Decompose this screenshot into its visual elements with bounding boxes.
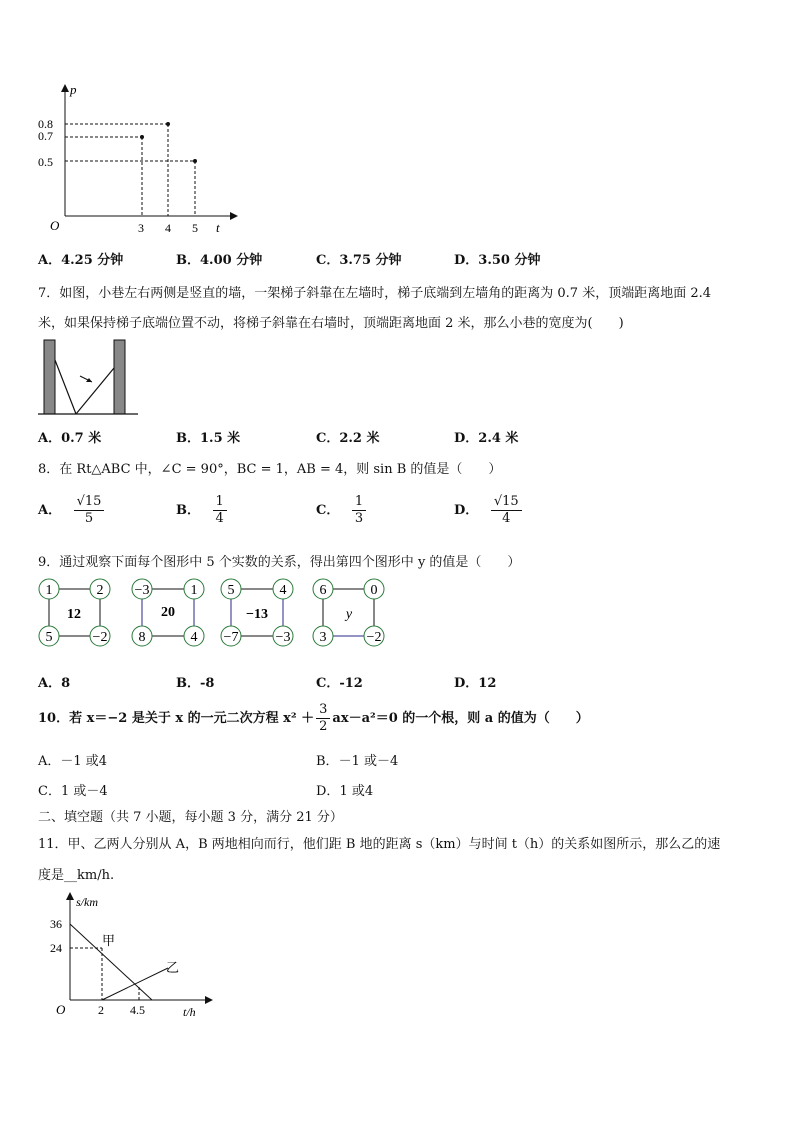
q7-option-c: C．2.2 米 [316, 431, 380, 446]
svg-text:−7: −7 [223, 630, 239, 645]
graph-s-vs-t [40, 890, 220, 1025]
q6-option-c: C．3.75 分钟 [316, 253, 402, 268]
q9-option-a: A．8 [38, 676, 71, 691]
q8-option-a: A． $\frac{√15}{5}$ [38, 494, 104, 527]
graph-p-vs-t [30, 80, 240, 240]
svg-text:8: 8 [138, 630, 146, 645]
q9-option-b: B．-8 [176, 676, 215, 691]
q8-stem: 8．在 Rt△ABC 中，∠C = 90°，BC = 1，AB = 4，则 sin B 的值是（ ） [38, 462, 502, 477]
q10-stem: 10．若 x＝−2 是关于 x 的一元二次方程 x² ＋ $\frac{3}{2}$ ax－a²＝0 的一个根，则 a 的值为（ ） [38, 702, 589, 734]
svg-text:2: 2 [96, 583, 104, 598]
svg-text:−2: −2 [366, 630, 382, 645]
origin-label: O [50, 218, 60, 233]
q7-option-d: D．2.4 米 [454, 431, 519, 446]
q10-option-d: D．1 或4 [316, 784, 374, 799]
svg-text:20: 20 [161, 605, 175, 620]
q6-option-b: B．4.00 分钟 [176, 253, 263, 268]
q9-figures [34, 574, 394, 654]
q8-option-d: D． $\frac{√15}{4}$ [454, 494, 522, 527]
ladder-diagram [38, 336, 142, 418]
svg-text:y: y [345, 607, 353, 622]
q11-stem-line1: 11．甲、乙两人分别从 A，B 两地相向而行，他们距 B 地的距离 s（km）与时间 t（h）的关系如图所示，那么乙的速 [38, 837, 721, 852]
q7-option-a: A．0.7 米 [38, 431, 102, 446]
q9-stem: 9．通过观察下面每个图形中 5 个实数的关系，得出第四个图形中 y 的值是（ ） [38, 555, 521, 570]
q7-stem-line2: 米，如果保持梯子底端位置不动，将梯子斜靠在右墙时，顶端距离地面 2 米，那么小巷的宽度为( ) [38, 316, 624, 331]
figure-4 [313, 579, 384, 646]
q10-option-c: C．1 或－4 [38, 784, 108, 799]
x-axis-label: t [216, 220, 220, 235]
svg-text:4: 4 [190, 630, 198, 645]
x-axis-label: t/h [183, 1005, 196, 1019]
x-tick: 4.5 [130, 1003, 145, 1017]
label-yi: 乙 [166, 960, 180, 975]
q9-option-d: D．12 [454, 676, 497, 691]
y-axis-label: s/km [76, 895, 98, 909]
y-axis-label: p [70, 82, 77, 97]
figure-3 [221, 579, 293, 646]
data-point [193, 159, 197, 163]
q6-option-d: D．3.50 分钟 [454, 253, 541, 268]
q7-stem-line1: 7．如图，小巷左右两侧是竖直的墙，一架梯子斜靠在左墙时，梯子底端到左墙角的距离为 0.7 米，顶端距离地面 2.4 [38, 286, 712, 301]
figure-2 [132, 579, 204, 646]
x-tick: 2 [98, 1003, 104, 1017]
svg-text:−2: −2 [92, 630, 108, 645]
label-jia: 甲 [102, 933, 116, 948]
q8-option-b: B． $\frac{1}{4}$ [176, 494, 227, 527]
data-point [140, 135, 144, 139]
svg-text:3: 3 [319, 630, 327, 645]
svg-text:1: 1 [45, 583, 53, 598]
svg-text:5: 5 [227, 583, 235, 598]
q10-option-a: A．－1 或4 [38, 754, 108, 769]
q11-stem-line2: 度是__km/h. [38, 868, 115, 883]
x-tick: 5 [192, 221, 198, 235]
svg-text:−13: −13 [246, 607, 268, 622]
x-tick: 4 [165, 221, 171, 235]
y-tick: 0.8 [38, 117, 53, 131]
svg-text:0: 0 [370, 583, 378, 598]
y-tick: 0.7 [38, 129, 53, 143]
q6-option-a: A．4.25 分钟 [38, 253, 124, 268]
data-point [166, 122, 170, 126]
x-tick: 3 [138, 221, 144, 235]
svg-text:4: 4 [279, 583, 287, 598]
svg-text:−3: −3 [275, 630, 291, 645]
y-tick: 24 [50, 941, 62, 955]
svg-text:6: 6 [319, 583, 327, 598]
svg-text:−3: −3 [134, 583, 150, 598]
q10-option-b: B．－1 或－4 [316, 754, 399, 769]
line-yi [102, 968, 168, 1000]
section-heading: 二、填空题（共 7 小题，每小题 3 分，满分 21 分） [38, 810, 343, 825]
q9-option-c: C．-12 [316, 676, 363, 691]
svg-text:5: 5 [45, 630, 53, 645]
svg-text:1: 1 [190, 583, 198, 598]
q8-option-c: C． $\frac{1}{3}$ [316, 494, 366, 527]
q7-option-b: B．1.5 米 [176, 431, 241, 446]
y-tick: 0.5 [38, 155, 53, 169]
origin-label: O [56, 1002, 66, 1017]
y-tick: 36 [50, 917, 62, 931]
figure-1 [39, 579, 110, 646]
svg-text:12: 12 [67, 607, 81, 622]
